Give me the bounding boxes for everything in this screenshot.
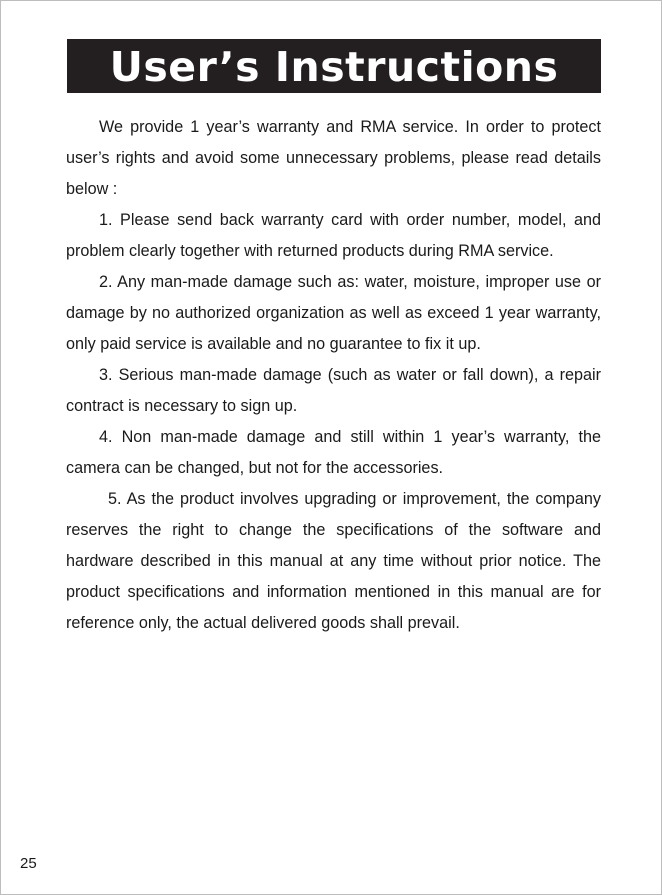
instructions-body — [66, 112, 601, 639]
instruction-item-3: 3. Serious man-made damage (such as water or fall down), a repair contract is necessary to sign up. — [66, 366, 601, 415]
instruction-item-2: 2. Any man-made damage such as: water, moisture, improper use or damage by no authorized organization as well as exceed 1 year warranty, only paid service is available and no guarantee to fix it up. — [66, 273, 601, 353]
title-banner — [67, 39, 601, 93]
instruction-item-4: 4. Non man-made damage and still within 1 year’s warranty, the camera can be changed, but not for the accessories. — [66, 428, 601, 477]
page-number: 25 — [20, 855, 37, 872]
intro-paragraph: We provide 1 year’s warranty and RMA service. In order to protect user’s rights and avoid some unnecessary problems, please read details below : — [66, 118, 601, 198]
instruction-item-5: 5. As the product involves upgrading or improvement, the company reserves the right to change the specifications of the software and hardware described in this manual at any time without prior notice. The product specifications and information mentioned in this manual are for reference only, the actual delivered goods shall prevail. — [66, 490, 601, 632]
page-title: User’s Instructions — [109, 42, 559, 91]
instruction-item-1: 1. Please send back warranty card with order number, model, and problem clearly together with returned products during RMA service. — [66, 211, 601, 260]
